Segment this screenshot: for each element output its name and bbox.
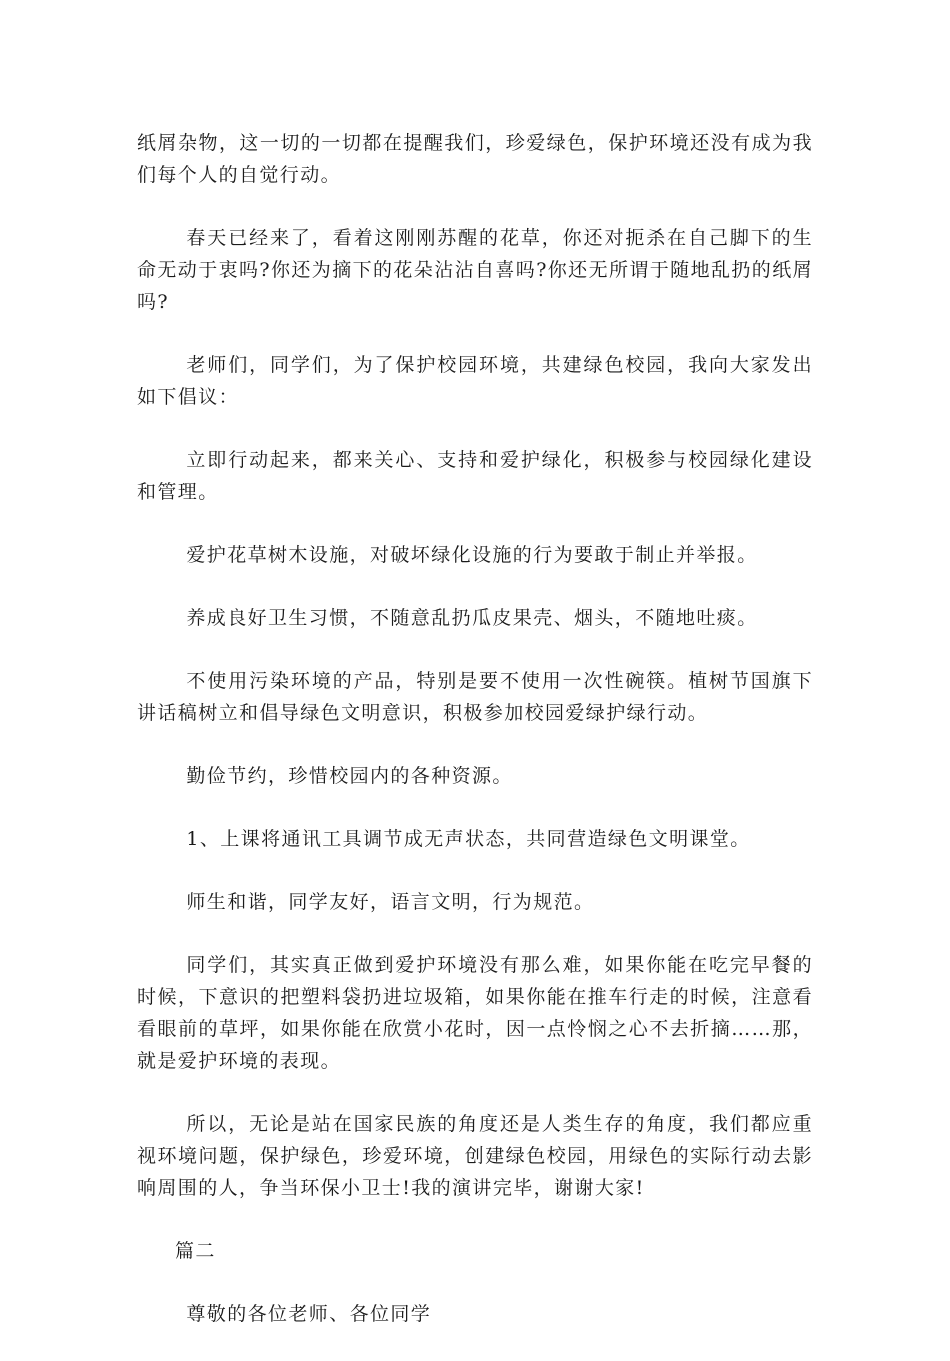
salutation: 尊敬的各位老师、各位同学 (186, 1303, 432, 1325)
paragraph-12: 所以，无论是站在国家民族的角度还是人类生存的角度，我们都应重视环境问题，保护绿色，珍爱环境，创建绿色校园，用绿色的实际行动去影响周围的人，争当环保小卫士!我的演讲完毕，谢谢大家! (137, 1113, 813, 1199)
paragraph-2: 春天已经来了，看着这刚刚苏醒的花草，你还对扼杀在自己脚下的生命无动于衷吗?你还为摘下的花朵沾沾自喜吗?你还无所谓于随地乱扔的纸屑吗? (137, 227, 813, 313)
paragraph-4: 立即行动起来，都来关心、支持和爱护绿化，积极参与校园绿化建设和管理。 (137, 449, 813, 503)
paragraph-10: 师生和谐，同学友好，语言文明，行为规范。 (186, 891, 595, 913)
document-page (137, 127, 813, 1361)
paragraph-5: 爱护花草树木设施，对破坏绿化设施的行为要敢于制止并举报。 (186, 544, 758, 566)
paragraph-3: 老师们，同学们，为了保护校园环境，共建绿色校园，我向大家发出如下倡议： (137, 354, 813, 408)
paragraph-9: 1、上课将通讯工具调节成无声状态，共同营造绿色文明课堂。 (186, 828, 751, 850)
paragraph-7: 不使用污染环境的产品，特别是要不使用一次性碗筷。植树节国旗下讲话稿树立和倡导绿色文明意识，积极参加校园爱绿护绿行动。 (137, 670, 813, 724)
paragraph-6: 养成良好卫生习惯，不随意乱扔瓜皮果壳、烟头，不随地吐痰。 (186, 607, 758, 629)
paragraph-1: 纸屑杂物，这一切的一切都在提醒我们，珍爱绿色，保护环境还没有成为我们每个人的自觉行动。 (137, 132, 813, 186)
paragraph-8: 勤俭节约，珍惜校园内的各种资源。 (186, 765, 513, 787)
paragraph-11: 同学们，其实真正做到爱护环境没有那么难，如果你能在吃完早餐的时候，下意识的把塑料袋扔进垃圾箱，如果你能在推车行走的时候，注意看看眼前的草坪，如果你能在欣赏小花时，因一点怜悯之心不去折摘……那，就是爱护环境的表现。 (137, 954, 813, 1072)
section-heading: 篇二 (175, 1240, 216, 1262)
